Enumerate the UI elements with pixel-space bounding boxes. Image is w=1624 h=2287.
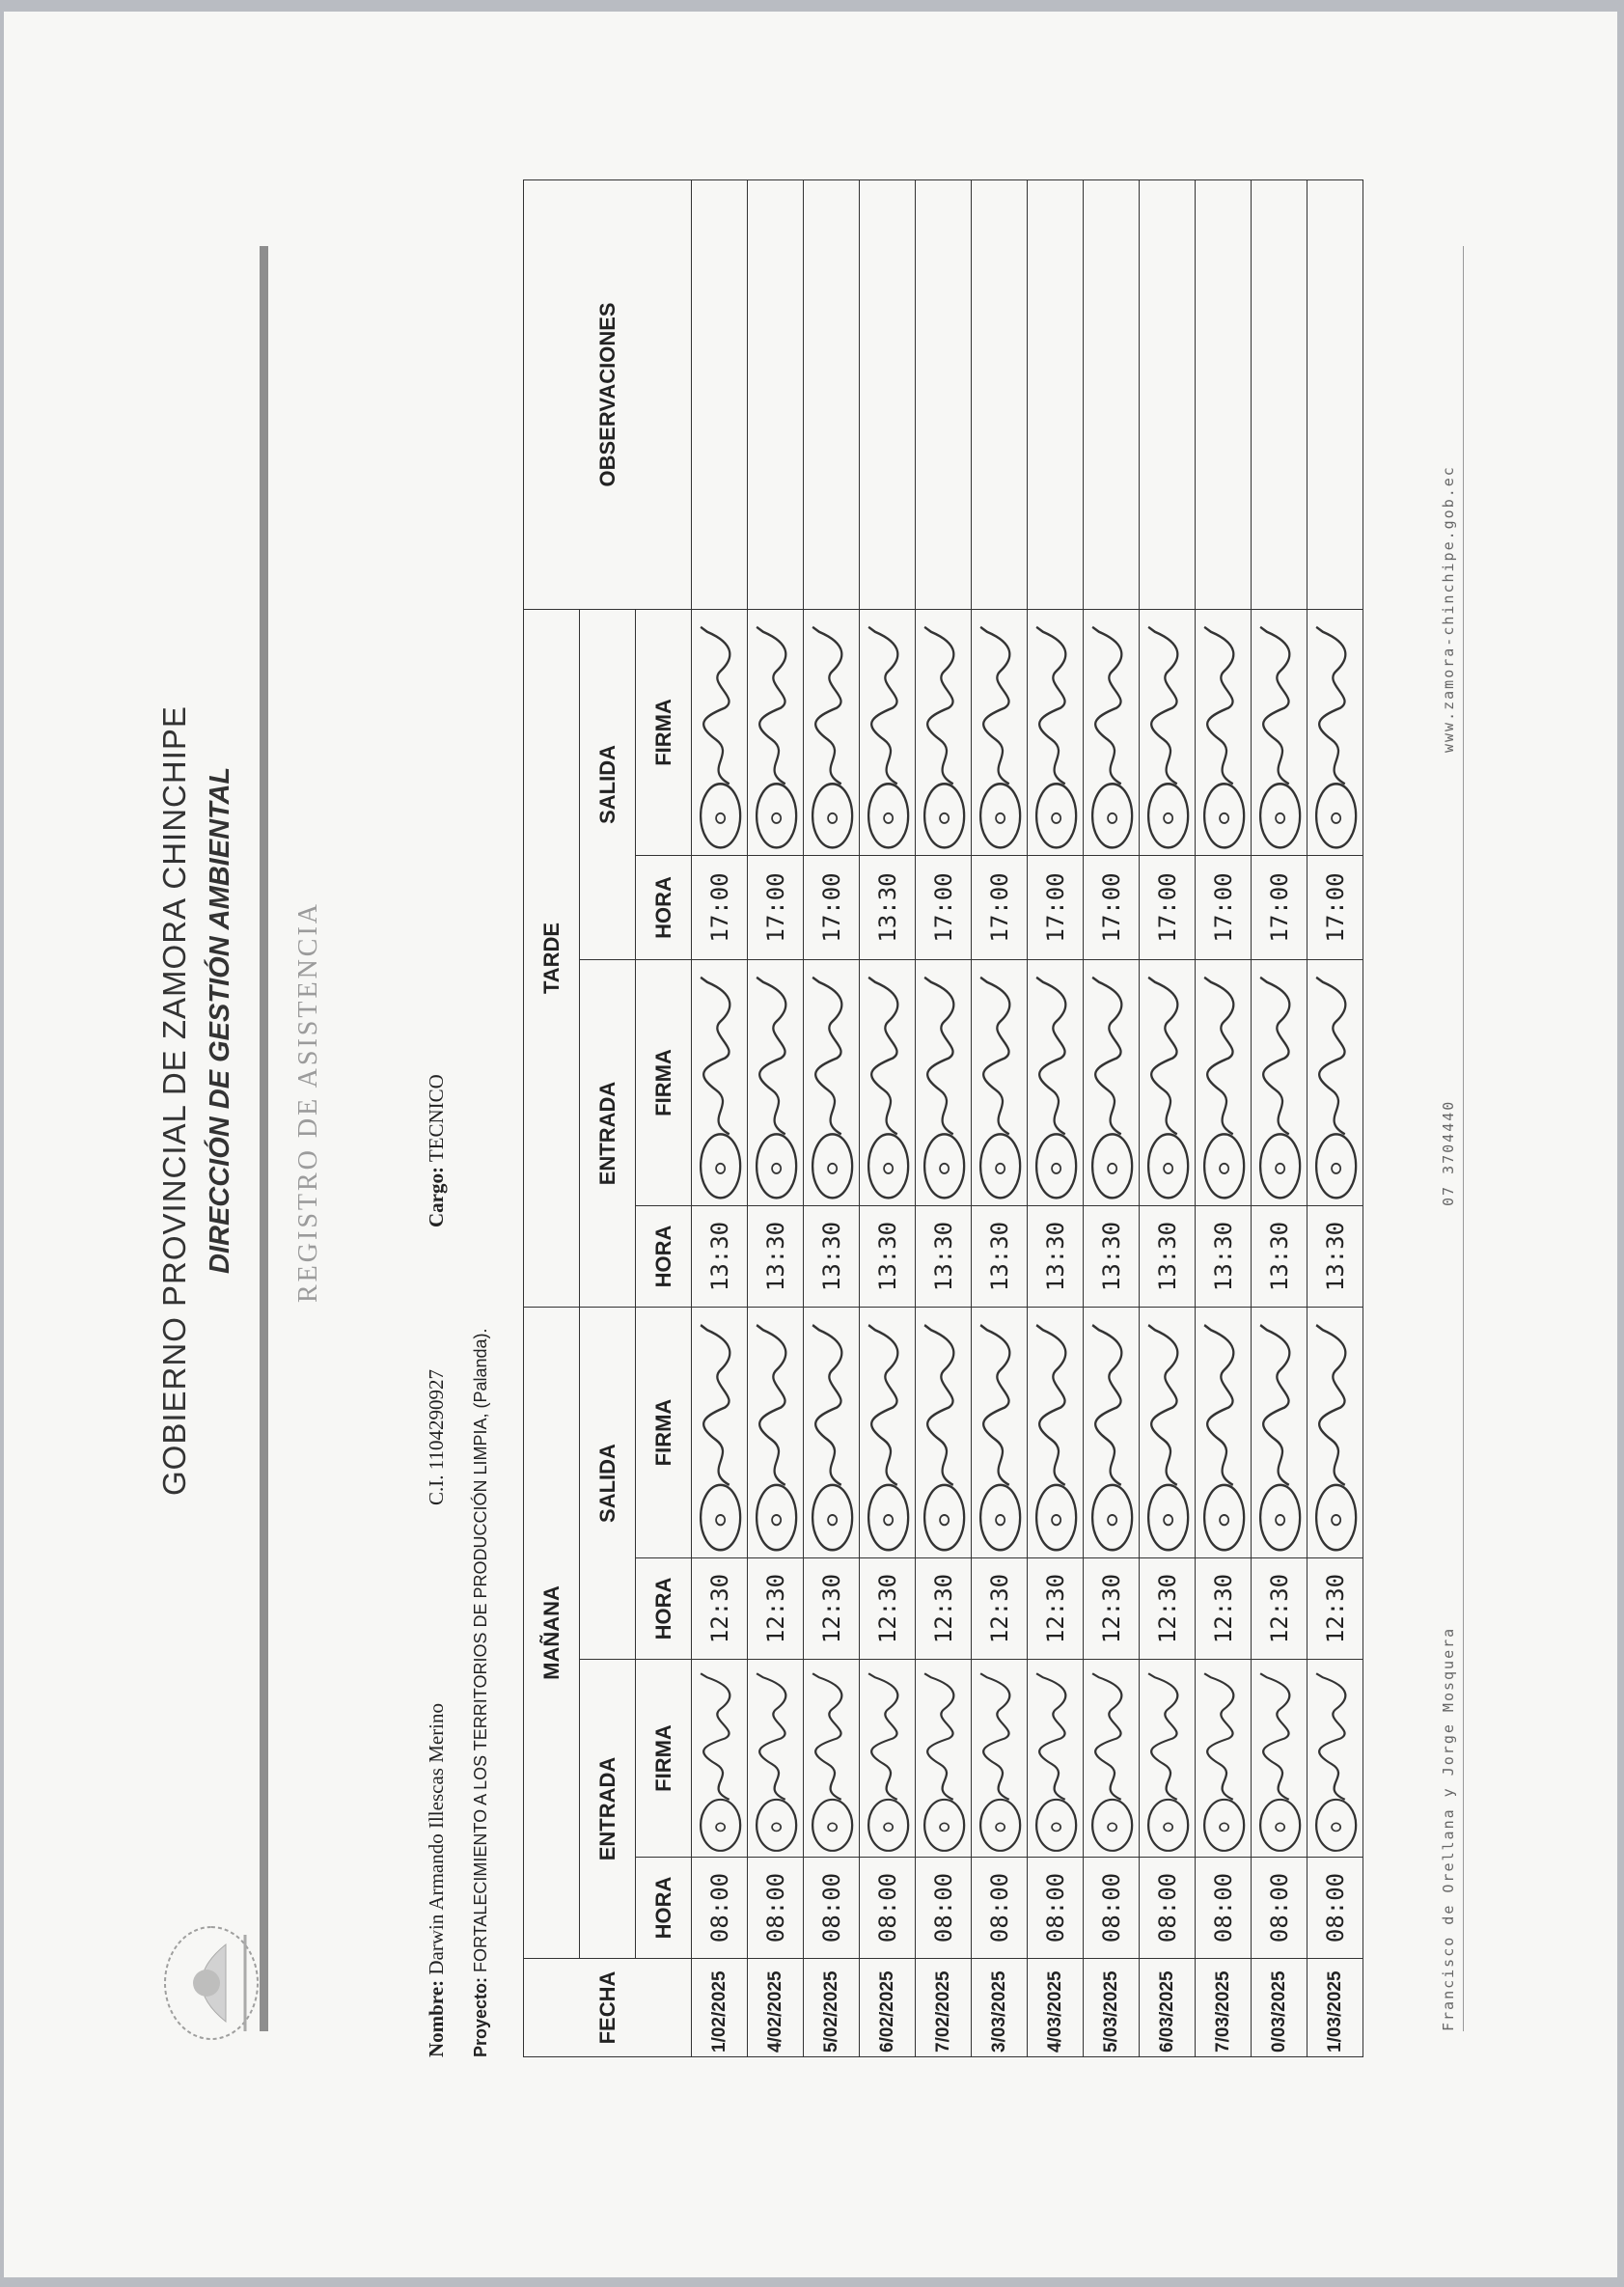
date-cell: 7/03/2025 xyxy=(1196,1959,1252,2057)
afternoon-exit-signature xyxy=(804,609,860,855)
afternoon-exit-signature xyxy=(1252,609,1307,855)
observations-cell xyxy=(860,179,916,609)
date-cell: 4/02/2025 xyxy=(748,1959,804,2057)
morning-entry-signature xyxy=(1084,1660,1140,1858)
morning-exit-time: 12:30 xyxy=(1196,1558,1252,1660)
afternoon-entry-time: 13:30 xyxy=(1028,1205,1084,1307)
footer-address: Francisco de Orellana y Jorge Mosquera xyxy=(1440,1626,1457,2031)
afternoon-entry-signature xyxy=(692,959,748,1205)
project-field xyxy=(471,1328,491,2057)
date-cell: 5/03/2025 xyxy=(1084,1959,1140,2057)
date-cell: 0/03/2025 xyxy=(1252,1959,1307,2057)
morning-entry-signature xyxy=(1307,1660,1363,1858)
afternoon-exit-time: 17:00 xyxy=(1140,855,1196,959)
observations-cell xyxy=(748,179,804,609)
morning-exit-time: 12:30 xyxy=(1140,1558,1196,1660)
observations-cell xyxy=(1028,179,1084,609)
morning-entry-signature xyxy=(972,1660,1028,1858)
header-tarde-salida: SALIDA xyxy=(580,609,636,959)
date-cell: 1/02/2025 xyxy=(692,1959,748,2057)
afternoon-exit-time: 17:00 xyxy=(804,855,860,959)
table-row xyxy=(804,179,860,2056)
date-cell: 4/03/2025 xyxy=(1028,1959,1084,2057)
afternoon-entry-time: 13:30 xyxy=(804,1205,860,1307)
table-row xyxy=(1140,179,1196,2056)
morning-entry-signature xyxy=(1028,1660,1084,1858)
attendance-table xyxy=(523,179,1363,2057)
table-row xyxy=(1028,179,1084,2056)
name-field xyxy=(425,1703,449,2057)
afternoon-entry-time: 13:30 xyxy=(1140,1205,1196,1307)
header-firma: FIRMA xyxy=(636,1307,692,1557)
header-observaciones: OBSERVACIONES xyxy=(524,179,692,609)
morning-exit-signature xyxy=(804,1307,860,1557)
morning-exit-signature xyxy=(1196,1307,1252,1557)
morning-entry-time: 08:00 xyxy=(1140,1858,1196,1959)
afternoon-entry-signature xyxy=(1084,959,1140,1205)
morning-exit-time: 12:30 xyxy=(1307,1558,1363,1660)
morning-exit-signature xyxy=(972,1307,1028,1557)
date-cell: 3/03/2025 xyxy=(972,1959,1028,2057)
ci-field xyxy=(425,1369,449,1505)
provincial-seal-icon xyxy=(158,1920,264,2046)
afternoon-exit-time: 17:00 xyxy=(1084,855,1140,959)
morning-exit-time: 12:30 xyxy=(972,1558,1028,1660)
afternoon-exit-signature xyxy=(1084,609,1140,855)
morning-exit-time: 12:30 xyxy=(804,1558,860,1660)
observations-cell xyxy=(692,179,748,609)
project-label: Proyecto: xyxy=(471,1976,490,2057)
afternoon-exit-signature xyxy=(916,609,972,855)
observations-cell xyxy=(1307,179,1363,609)
afternoon-exit-time: 17:00 xyxy=(1307,855,1363,959)
morning-exit-time: 12:30 xyxy=(860,1558,916,1660)
morning-entry-time: 08:00 xyxy=(1028,1858,1084,1959)
table-row xyxy=(860,179,916,2056)
morning-exit-time: 12:30 xyxy=(1028,1558,1084,1660)
date-cell: 6/03/2025 xyxy=(1140,1959,1196,2057)
footer-rule xyxy=(1463,246,1464,2031)
project-value: FORTALECIMIENTO A LOS TERRITORIOS DE PRODUCCIÓN LIMPIA, (Palanda). xyxy=(471,1328,490,1972)
afternoon-entry-signature xyxy=(1196,959,1252,1205)
afternoon-exit-signature xyxy=(860,609,916,855)
institution-title: GOBIERNO PROVINCIAL DE ZAMORA CHINCHIPE xyxy=(156,705,192,1496)
afternoon-entry-time: 13:30 xyxy=(860,1205,916,1307)
morning-exit-signature xyxy=(860,1307,916,1557)
afternoon-exit-signature xyxy=(972,609,1028,855)
cargo-field xyxy=(425,1074,449,1227)
afternoon-entry-signature xyxy=(804,959,860,1205)
afternoon-entry-signature xyxy=(1028,959,1084,1205)
table-row xyxy=(692,179,748,2056)
observations-cell xyxy=(972,179,1028,609)
cargo-value: TECNICO xyxy=(425,1074,448,1163)
observations-cell xyxy=(804,179,860,609)
afternoon-exit-time: 17:00 xyxy=(1252,855,1307,959)
afternoon-exit-time: 13:30 xyxy=(860,855,916,959)
afternoon-entry-time: 13:30 xyxy=(1252,1205,1307,1307)
morning-exit-signature xyxy=(1252,1307,1307,1557)
afternoon-entry-signature xyxy=(748,959,804,1205)
morning-entry-signature xyxy=(748,1660,804,1858)
afternoon-exit-time: 17:00 xyxy=(1028,855,1084,959)
table-row xyxy=(972,179,1028,2056)
afternoon-exit-signature xyxy=(1196,609,1252,855)
form-title: REGISTRO DE ASISTENCIA xyxy=(293,900,323,1303)
header-manana: MAÑANA xyxy=(524,1307,580,1958)
afternoon-entry-signature xyxy=(860,959,916,1205)
afternoon-exit-signature xyxy=(692,609,748,855)
morning-exit-time: 12:30 xyxy=(748,1558,804,1660)
morning-exit-signature xyxy=(916,1307,972,1557)
ci-value: 1104290927 xyxy=(425,1369,448,1471)
observations-cell xyxy=(1196,179,1252,609)
header-firma: FIRMA xyxy=(636,1660,692,1858)
morning-exit-time: 12:30 xyxy=(692,1558,748,1660)
morning-entry-signature xyxy=(692,1660,748,1858)
rotated-page xyxy=(4,12,1617,2277)
afternoon-entry-signature xyxy=(916,959,972,1205)
morning-exit-signature xyxy=(1140,1307,1196,1557)
date-cell: 5/02/2025 xyxy=(804,1959,860,2057)
afternoon-entry-signature xyxy=(1307,959,1363,1205)
afternoon-exit-time: 17:00 xyxy=(748,855,804,959)
morning-entry-time: 08:00 xyxy=(916,1858,972,1959)
afternoon-entry-time: 13:30 xyxy=(972,1205,1028,1307)
observations-cell xyxy=(1140,179,1196,609)
afternoon-entry-time: 13:30 xyxy=(692,1205,748,1307)
morning-entry-signature xyxy=(860,1660,916,1858)
cargo-label: Cargo: xyxy=(425,1167,448,1227)
afternoon-entry-signature xyxy=(972,959,1028,1205)
morning-entry-time: 08:00 xyxy=(748,1858,804,1959)
afternoon-entry-signature xyxy=(1252,959,1307,1205)
ci-label: C.I. xyxy=(425,1474,448,1505)
header-hora: HORA xyxy=(636,855,692,959)
morning-entry-time: 08:00 xyxy=(1252,1858,1307,1959)
table-row xyxy=(1084,179,1140,2056)
afternoon-exit-signature xyxy=(1140,609,1196,855)
table-row xyxy=(1252,179,1307,2056)
scanned-sheet xyxy=(4,12,1617,2277)
header-manana-entrada: ENTRADA xyxy=(580,1660,636,1959)
table-row xyxy=(916,179,972,2056)
header-rule xyxy=(260,246,268,2031)
morning-entry-signature xyxy=(1196,1660,1252,1858)
observations-cell xyxy=(916,179,972,609)
observations-cell xyxy=(1084,179,1140,609)
afternoon-entry-time: 13:30 xyxy=(1196,1205,1252,1307)
date-cell: 7/02/2025 xyxy=(916,1959,972,2057)
morning-exit-signature xyxy=(1307,1307,1363,1557)
date-cell: 6/02/2025 xyxy=(860,1959,916,2057)
afternoon-entry-time: 13:30 xyxy=(1084,1205,1140,1307)
afternoon-entry-signature xyxy=(1140,959,1196,1205)
date-cell: 1/03/2025 xyxy=(1307,1959,1363,2057)
table-row xyxy=(1307,179,1363,2056)
morning-entry-time: 08:00 xyxy=(860,1858,916,1959)
afternoon-exit-signature xyxy=(1028,609,1084,855)
attendance-rows xyxy=(692,179,1363,2056)
morning-exit-signature xyxy=(692,1307,748,1557)
afternoon-exit-time: 17:00 xyxy=(972,855,1028,959)
footer-web: www.zamora-chinchipe.gob.ec xyxy=(1440,465,1457,753)
morning-entry-time: 08:00 xyxy=(972,1858,1028,1959)
morning-exit-time: 12:30 xyxy=(1084,1558,1140,1660)
afternoon-exit-time: 17:00 xyxy=(1196,855,1252,959)
header-tarde: TARDE xyxy=(524,609,580,1307)
morning-entry-time: 08:00 xyxy=(692,1858,748,1959)
morning-exit-signature xyxy=(748,1307,804,1557)
name-value: Darwin Armando Illescas Merino xyxy=(425,1702,448,1975)
header-hora: HORA xyxy=(636,1205,692,1307)
header-tarde-entrada: ENTRADA xyxy=(580,959,636,1307)
morning-entry-signature xyxy=(916,1660,972,1858)
afternoon-exit-signature xyxy=(1307,609,1363,855)
morning-entry-signature xyxy=(1252,1660,1307,1858)
table-row xyxy=(1196,179,1252,2056)
afternoon-entry-time: 13:30 xyxy=(748,1205,804,1307)
afternoon-exit-time: 17:00 xyxy=(916,855,972,959)
header-fecha: FECHA xyxy=(524,1959,692,2057)
header-firma: FIRMA xyxy=(636,959,692,1205)
morning-exit-signature xyxy=(1084,1307,1140,1557)
afternoon-exit-time: 17:00 xyxy=(692,855,748,959)
afternoon-entry-time: 13:30 xyxy=(916,1205,972,1307)
header-hora: HORA xyxy=(636,1558,692,1660)
morning-exit-time: 12:30 xyxy=(1252,1558,1307,1660)
header-manana-salida: SALIDA xyxy=(580,1307,636,1659)
name-label: Nombre: xyxy=(425,1979,448,2057)
observations-cell xyxy=(1252,179,1307,609)
footer-phone: 07 3704440 xyxy=(1440,1099,1457,1206)
department-subtitle: DIRECCIÓN DE GESTIÓN AMBIENTAL xyxy=(205,766,235,1274)
morning-entry-signature xyxy=(804,1660,860,1858)
afternoon-entry-time: 13:30 xyxy=(1307,1205,1363,1307)
morning-exit-signature xyxy=(1028,1307,1084,1557)
afternoon-exit-signature xyxy=(748,609,804,855)
header-firma: FIRMA xyxy=(636,609,692,855)
morning-entry-signature xyxy=(1140,1660,1196,1858)
morning-exit-time: 12:30 xyxy=(916,1558,972,1660)
morning-entry-time: 08:00 xyxy=(804,1858,860,1959)
table-row xyxy=(748,179,804,2056)
morning-entry-time: 08:00 xyxy=(1196,1858,1252,1959)
morning-entry-time: 08:00 xyxy=(1307,1858,1363,1959)
morning-entry-time: 08:00 xyxy=(1084,1858,1140,1959)
header-hora: HORA xyxy=(636,1858,692,1959)
